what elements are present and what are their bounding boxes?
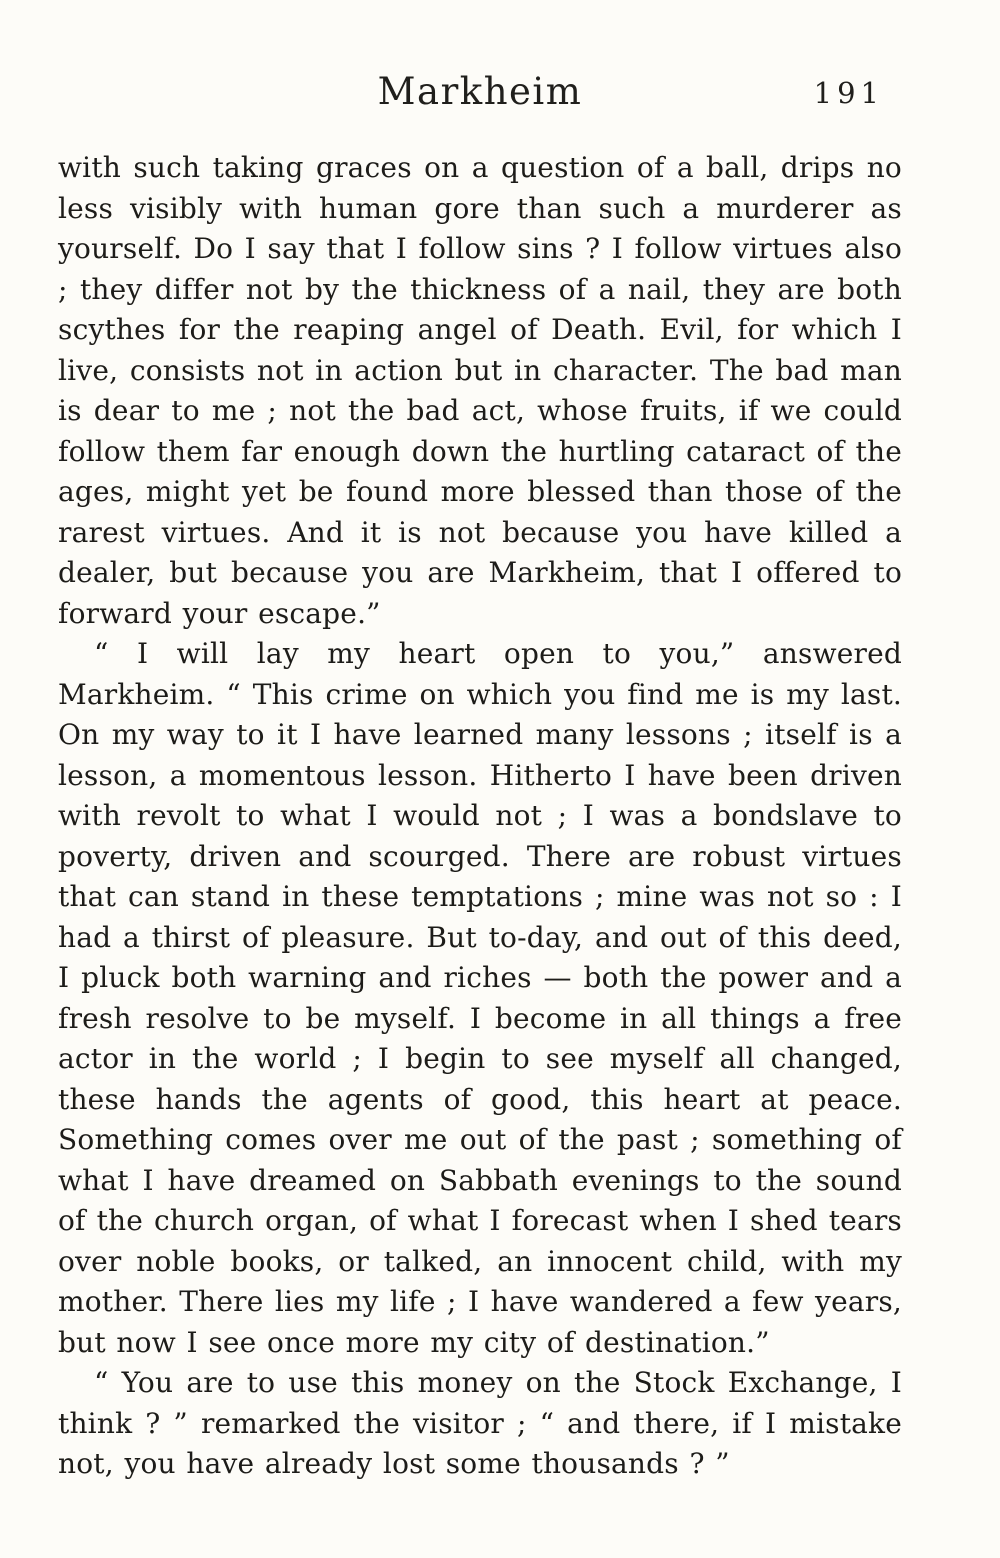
paragraph: “ I will lay my heart open to you,” answered Markheim. “ This crime on which you find me is my last. On my way to it I have learned many lessons ; itself is a lesson, a momentous lesson. Hitherto I have been driven with revolt to what I would not ; I was a bondslave to poverty, driven and scourged. There are robust virtues that can stand in these temptations ; mine was not so : I had a thirst of pleasure. But to-day, and out of this deed, I pluck both warning and riches — both the power and a fresh resolve to be myself. I become in all things a free actor in the world ; I begin to see myself all changed, these hands the agents of good, this heart at peace. Something comes over me out of the past ; something of what I have dreamed on Sabbath evenings to the sound of the church organ, of what I forecast when I shed tears over noble books, or talked, an innocent child, with my mother. There lies my life ; I have wandered a few years, but now I see once more my city of destination.”: [58, 637, 902, 1359]
paragraph: “ You are to use this money on the Stock Exchange, I think ? ” remarked the visitor ; “ and there, if I mistake not, you have already lost some thousands ? ”: [58, 1366, 902, 1480]
page-number: 191: [813, 76, 884, 110]
text-column: [58, 148, 902, 1485]
paragraph: with such taking graces on a question of a ball, drips no less visibly with human gore than such a murderer as yourself. Do I say that I follow sins ? I follow virtues also ; they differ not by the thickness of a nail, they are both scythes for the reaping angel of Death. Evil, for which I live, consists not in action but in character. The bad man is dear to me ; not the bad act, whose fruits, if we could follow them far enough down the hurtling cataract of the ages, might yet be found more blessed than those of the rarest virtues. And it is not because you have killed a dealer, but because you are Markheim, that I offered to forward your escape.”: [58, 151, 902, 630]
page-title: Markheim: [377, 70, 583, 113]
page-header: [58, 70, 902, 122]
